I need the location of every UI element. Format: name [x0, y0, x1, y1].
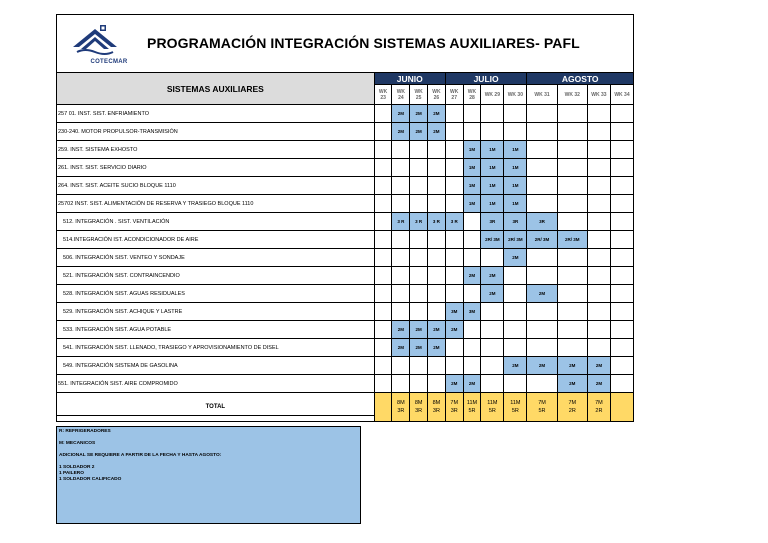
empty-cell — [610, 195, 633, 213]
scheduled-cell: 2M — [557, 357, 587, 375]
week-header: WK 34 — [610, 85, 633, 105]
scheduled-cell: 2M — [392, 321, 410, 339]
empty-cell — [557, 105, 587, 123]
empty-cell — [504, 285, 527, 303]
table-row — [57, 141, 634, 159]
empty-cell — [410, 249, 428, 267]
empty-cell — [610, 105, 633, 123]
total-cell: 11M 5R — [504, 393, 527, 422]
scheduled-cell: 1M — [504, 195, 527, 213]
empty-cell — [445, 267, 463, 285]
schedule-table — [56, 72, 634, 422]
empty-cell — [610, 177, 633, 195]
table-row — [57, 231, 634, 249]
empty-cell — [374, 303, 392, 321]
system-name: 533. INTEGRACIÓN SIST. AGUA POTABLE — [57, 321, 375, 339]
empty-cell — [410, 231, 428, 249]
empty-cell — [445, 339, 463, 357]
empty-cell — [374, 285, 392, 303]
empty-cell — [392, 249, 410, 267]
system-name: 506. INTEGRACIÓN SIST. VENTEO Y SONDAJE — [57, 249, 375, 267]
empty-cell — [410, 303, 428, 321]
empty-cell — [587, 249, 610, 267]
empty-cell — [481, 375, 504, 393]
page-title: PROGRAMACIÓN INTEGRACIÓN SISTEMAS AUXILIARES- PAFL — [147, 35, 580, 51]
total-cell: 11M 5R — [481, 393, 504, 422]
week-header: WK 29 — [481, 85, 504, 105]
empty-cell — [527, 321, 557, 339]
empty-cell — [392, 267, 410, 285]
empty-cell — [392, 375, 410, 393]
scheduled-cell: 3R — [481, 213, 504, 231]
empty-cell — [610, 375, 633, 393]
system-name: 259. INST. SISTEMA EXHOSTO — [57, 141, 375, 159]
total-label: TOTAL — [57, 393, 375, 422]
empty-cell — [374, 195, 392, 213]
empty-cell — [481, 339, 504, 357]
empty-cell — [445, 249, 463, 267]
empty-cell — [445, 195, 463, 213]
empty-cell — [527, 177, 557, 195]
scheduled-cell: 2M — [392, 105, 410, 123]
scheduled-cell: 2M — [463, 375, 481, 393]
empty-cell — [481, 249, 504, 267]
total-cell — [610, 393, 633, 422]
scheduled-cell: 2M — [428, 105, 446, 123]
empty-cell — [527, 195, 557, 213]
note-line: 1 PAILERO — [59, 471, 84, 476]
empty-cell — [392, 357, 410, 375]
scheduled-cell: 1M — [463, 141, 481, 159]
empty-cell — [410, 285, 428, 303]
empty-cell — [587, 339, 610, 357]
empty-cell — [557, 177, 587, 195]
empty-cell — [374, 123, 392, 141]
empty-cell — [610, 231, 633, 249]
empty-cell — [527, 123, 557, 141]
note-line: R: REFRIGERADORES — [59, 429, 111, 434]
empty-cell — [463, 105, 481, 123]
empty-cell — [481, 321, 504, 339]
empty-cell — [463, 213, 481, 231]
note-line: 1 SOLDADOR 2 — [59, 465, 95, 470]
table-row — [57, 267, 634, 285]
empty-cell — [410, 357, 428, 375]
system-name: 521. INTEGRACIÓN SIST. CONTRAINCENDIO — [57, 267, 375, 285]
week-header: WK 31 — [527, 85, 557, 105]
table-row — [57, 303, 634, 321]
empty-cell — [392, 231, 410, 249]
scheduled-cell: 1M — [481, 195, 504, 213]
notes-box — [56, 426, 361, 524]
empty-cell — [374, 249, 392, 267]
empty-cell — [374, 267, 392, 285]
system-name: 512. INTEGRACIÓN . SIST. VENTILACIÓN — [57, 213, 375, 231]
empty-cell — [587, 123, 610, 141]
scheduled-cell: 2M — [557, 375, 587, 393]
empty-cell — [445, 285, 463, 303]
empty-cell — [445, 123, 463, 141]
empty-cell — [610, 339, 633, 357]
scheduled-cell: 2M — [410, 123, 428, 141]
scheduled-cell: 1M — [504, 177, 527, 195]
empty-cell — [587, 321, 610, 339]
empty-cell — [428, 249, 446, 267]
empty-cell — [587, 213, 610, 231]
scheduled-cell: 3M — [463, 303, 481, 321]
empty-cell — [504, 267, 527, 285]
total-cell: 7M 3R — [445, 393, 463, 422]
empty-cell — [374, 357, 392, 375]
scheduled-cell: 3R — [504, 213, 527, 231]
empty-cell — [428, 159, 446, 177]
week-header: WK 24 — [392, 85, 410, 105]
week-header: WK 30 — [504, 85, 527, 105]
empty-cell — [428, 285, 446, 303]
empty-cell — [374, 141, 392, 159]
empty-cell — [587, 141, 610, 159]
scheduled-cell: 1M — [481, 141, 504, 159]
scheduled-cell: 2R/ 3M — [527, 231, 557, 249]
empty-cell — [504, 321, 527, 339]
empty-cell — [392, 177, 410, 195]
scheduled-cell: 2R/ 3M — [481, 231, 504, 249]
empty-cell — [428, 303, 446, 321]
empty-cell — [410, 177, 428, 195]
empty-cell — [392, 195, 410, 213]
empty-cell — [587, 303, 610, 321]
empty-cell — [527, 105, 557, 123]
scheduled-cell: 2M — [481, 267, 504, 285]
empty-cell — [610, 267, 633, 285]
empty-cell — [610, 321, 633, 339]
scheduled-cell: 2M — [428, 123, 446, 141]
scheduled-cell: 2R/ 3M — [504, 231, 527, 249]
table-row — [57, 285, 634, 303]
system-name: 257 01. INST. SIST. ENFRIAMIENTO — [57, 105, 375, 123]
scheduled-cell: 2M — [392, 339, 410, 357]
empty-cell — [587, 105, 610, 123]
scheduled-cell: 1M — [481, 159, 504, 177]
month-header-row — [57, 73, 634, 85]
system-name: 25702 INST. SIST. ALIMENTACIÓN DE RESERVA Y TRASIEGO BLOQUE 1110 — [57, 195, 375, 213]
scheduled-cell: 2M — [587, 375, 610, 393]
empty-cell — [428, 357, 446, 375]
table-row — [57, 195, 634, 213]
table-row — [57, 213, 634, 231]
empty-cell — [481, 303, 504, 321]
empty-cell — [587, 231, 610, 249]
empty-cell — [504, 123, 527, 141]
month-header: JUNIO — [374, 73, 445, 85]
month-header: JULIO — [445, 73, 527, 85]
empty-cell — [428, 195, 446, 213]
scheduled-cell: 3R — [527, 213, 557, 231]
table-row — [57, 177, 634, 195]
empty-cell — [374, 375, 392, 393]
empty-cell — [463, 231, 481, 249]
empty-cell — [587, 195, 610, 213]
empty-cell — [463, 123, 481, 141]
empty-cell — [374, 177, 392, 195]
empty-cell — [463, 357, 481, 375]
systems-column-header: SISTEMAS AUXILIARES — [57, 73, 375, 105]
empty-cell — [463, 321, 481, 339]
scheduled-cell: 2M — [587, 357, 610, 375]
empty-cell — [504, 105, 527, 123]
empty-cell — [374, 213, 392, 231]
empty-cell — [374, 339, 392, 357]
table-row — [57, 321, 634, 339]
empty-cell — [610, 303, 633, 321]
empty-cell — [527, 267, 557, 285]
empty-cell — [557, 321, 587, 339]
empty-cell — [587, 267, 610, 285]
empty-cell — [428, 267, 446, 285]
total-cell: 7M 5R — [527, 393, 557, 422]
scheduled-cell: 2M — [527, 357, 557, 375]
cotecmar-logo — [71, 25, 128, 65]
table-row — [57, 105, 634, 123]
scheduled-cell: 2M — [392, 123, 410, 141]
empty-cell — [527, 375, 557, 393]
scheduled-cell: 3 R — [392, 213, 410, 231]
empty-cell — [445, 141, 463, 159]
empty-cell — [527, 249, 557, 267]
empty-cell — [610, 141, 633, 159]
note-line: ADICIONAL SE REQUIERE A PARTIR DE LA FECHA Y HASTA AGOSTO: — [59, 453, 222, 458]
empty-cell — [587, 177, 610, 195]
empty-cell — [445, 357, 463, 375]
empty-cell — [428, 141, 446, 159]
empty-cell — [610, 213, 633, 231]
empty-cell — [445, 177, 463, 195]
scheduled-cell: 1M — [481, 177, 504, 195]
empty-cell — [445, 231, 463, 249]
empty-cell — [392, 285, 410, 303]
system-name: 230-240. MOTOR PROPULSOR-TRANSMISIÓN — [57, 123, 375, 141]
week-header: WK 25 — [410, 85, 428, 105]
empty-cell — [410, 267, 428, 285]
empty-cell — [428, 177, 446, 195]
total-cell: 8M 3R — [428, 393, 446, 422]
system-name: 549. INTEGRACIÓN SISTEMA DE GASOLINA — [57, 357, 375, 375]
empty-cell — [504, 339, 527, 357]
empty-cell — [374, 105, 392, 123]
week-header: WK 32 — [557, 85, 587, 105]
system-name: 528. INTEGRACIÓN SIST. AGUAS RESIDUALES — [57, 285, 375, 303]
empty-cell — [557, 285, 587, 303]
empty-cell — [504, 375, 527, 393]
empty-cell — [392, 141, 410, 159]
week-header: WK 23 — [374, 85, 392, 105]
scheduled-cell: 2M — [504, 249, 527, 267]
empty-cell — [557, 339, 587, 357]
week-header: WK 26 — [428, 85, 446, 105]
empty-cell — [374, 159, 392, 177]
scheduled-cell: 3 R — [428, 213, 446, 231]
empty-cell — [587, 285, 610, 303]
empty-cell — [392, 159, 410, 177]
empty-cell — [527, 141, 557, 159]
scheduled-cell: 1M — [463, 159, 481, 177]
month-header: AGOSTO — [527, 73, 634, 85]
scheduled-cell: 2M — [463, 267, 481, 285]
empty-cell — [610, 357, 633, 375]
empty-cell — [557, 303, 587, 321]
table-row — [57, 375, 634, 393]
table-row — [57, 357, 634, 375]
empty-cell — [557, 213, 587, 231]
scheduled-cell: 3 R — [445, 213, 463, 231]
total-cell: 7M 2R — [587, 393, 610, 422]
total-cell — [374, 393, 392, 422]
scheduled-cell: 2M — [428, 339, 446, 357]
empty-cell — [610, 285, 633, 303]
empty-cell — [374, 321, 392, 339]
empty-cell — [428, 375, 446, 393]
total-cell: 8M 3R — [410, 393, 428, 422]
scheduled-cell: 1M — [463, 177, 481, 195]
table-row — [57, 249, 634, 267]
empty-cell — [374, 231, 392, 249]
empty-cell — [527, 303, 557, 321]
empty-cell — [610, 249, 633, 267]
total-cell: 11M 5R — [463, 393, 481, 422]
empty-cell — [392, 303, 410, 321]
empty-cell — [428, 231, 446, 249]
total-cell: 8M 3R — [392, 393, 410, 422]
scheduled-cell: 2M — [445, 321, 463, 339]
empty-cell — [463, 339, 481, 357]
scheduled-cell: 2M — [410, 339, 428, 357]
empty-cell — [410, 375, 428, 393]
note-line: M: MECANICOS — [59, 441, 96, 446]
empty-cell — [610, 159, 633, 177]
document-header — [57, 15, 633, 73]
empty-cell — [410, 195, 428, 213]
empty-cell — [610, 123, 633, 141]
empty-cell — [463, 249, 481, 267]
empty-cell — [557, 195, 587, 213]
empty-cell — [481, 123, 504, 141]
scheduled-cell: 2M — [504, 357, 527, 375]
empty-cell — [587, 159, 610, 177]
empty-cell — [445, 105, 463, 123]
empty-cell — [557, 267, 587, 285]
system-name: 541. INTEGRACIÓN SIST. LLENADO, TRASIEGO Y APROVISIONAMIENTO DE DISEL — [57, 339, 375, 357]
empty-cell — [481, 105, 504, 123]
empty-cell — [481, 357, 504, 375]
empty-cell — [527, 159, 557, 177]
note-line: 1 SOLDADOR CALIFICADO — [59, 477, 122, 482]
empty-cell — [410, 141, 428, 159]
system-name: 529. INTEGRACIÓN SIST. ACHIQUE Y LASTRE — [57, 303, 375, 321]
scheduled-cell: 2M — [410, 321, 428, 339]
scheduled-cell: 2M — [410, 105, 428, 123]
empty-cell — [445, 159, 463, 177]
scheduled-cell: 1M — [504, 159, 527, 177]
total-cell: 7M 2R — [557, 393, 587, 422]
scheduled-cell: 2M — [527, 285, 557, 303]
system-name: 264. INST. SIST. ACEITE SUCIO BLOQUE 1110 — [57, 177, 375, 195]
scheduled-cell: 1M — [463, 195, 481, 213]
system-name: 261. INST. SIST. SERVICIO DIARIO — [57, 159, 375, 177]
scheduled-cell: 2M — [481, 285, 504, 303]
table-row — [57, 339, 634, 357]
scheduled-cell: 3 R — [410, 213, 428, 231]
week-header: WK 28 — [463, 85, 481, 105]
empty-cell — [557, 249, 587, 267]
empty-cell — [557, 141, 587, 159]
empty-cell — [557, 159, 587, 177]
empty-cell — [410, 159, 428, 177]
empty-cell — [527, 339, 557, 357]
empty-cell — [557, 123, 587, 141]
system-name: 514.INTEGRACIÓN IST. ACONDICIONADOR DE AIRE — [57, 231, 375, 249]
empty-cell — [463, 285, 481, 303]
table-row — [57, 159, 634, 177]
total-row — [57, 393, 634, 422]
scheduled-cell: 1M — [504, 141, 527, 159]
week-header: WK 33 — [587, 85, 610, 105]
scheduled-cell: 2M — [445, 375, 463, 393]
week-header: WK 27 — [445, 85, 463, 105]
scheduled-cell: 3M — [445, 303, 463, 321]
logo-label: COTECMAR — [90, 59, 128, 65]
scheduled-cell: 2M — [428, 321, 446, 339]
table-row — [57, 123, 634, 141]
scheduled-cell: 2R/ 3M — [557, 231, 587, 249]
system-name: 551. INTEGRACIÓN SIST. AIRE COMPROMIDO — [57, 375, 375, 393]
empty-cell — [504, 303, 527, 321]
